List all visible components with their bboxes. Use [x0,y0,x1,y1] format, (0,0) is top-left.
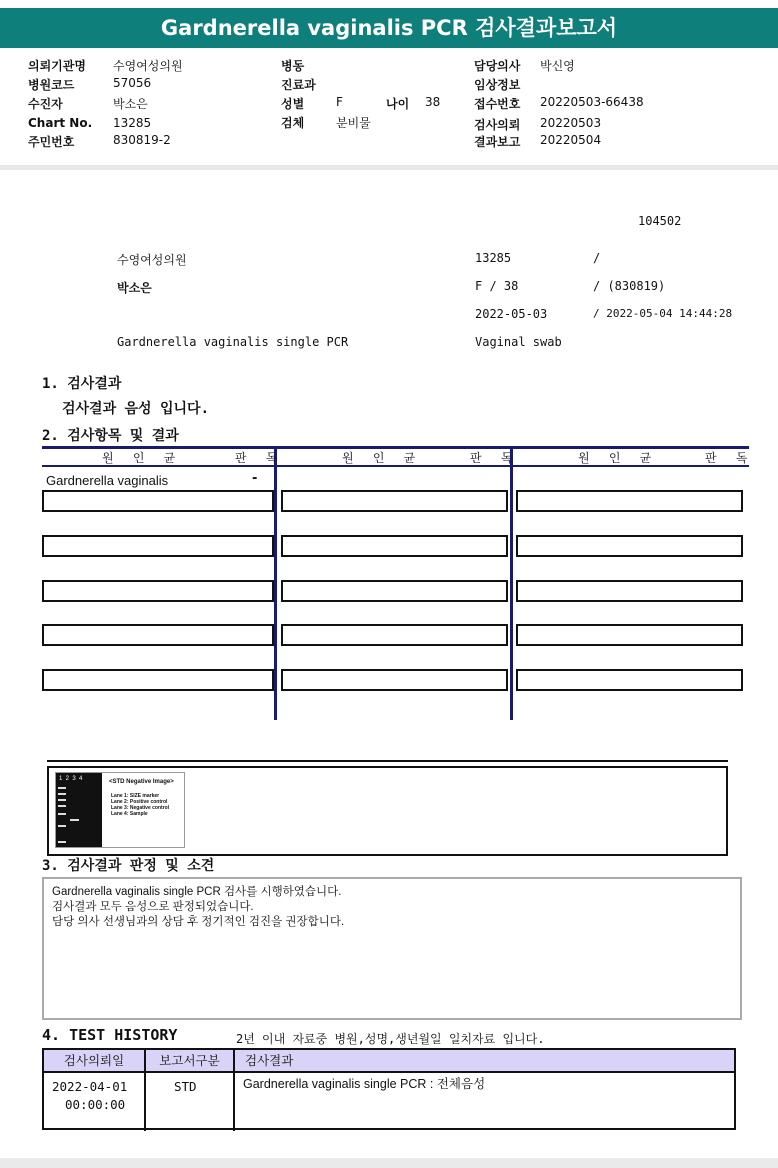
gel-caption-title: <STD Negative Image> [109,779,174,785]
history-row-time: 00:00:00 [65,1097,126,1112]
header-value-request-date: 20220503 [540,116,602,130]
info-received-date: 2022-05-03 [475,307,548,321]
section2-title: 2. 검사항목 및 결과 [42,428,179,444]
results-table-divider [510,446,513,720]
result-cell-empty [42,535,274,557]
result-cell-empty [516,490,743,512]
gel-lane-note: Lane 1: SIZE marker [111,793,160,799]
header-value-age: 38 [425,95,441,109]
history-header-date: 검사의뢰일 [44,1050,144,1071]
history-row-type: STD [174,1079,197,1094]
history-note: 2년 이내 자료중 병원,성명,생년월일 일치자료 입니다. [236,1032,545,1046]
result-cell-empty [516,580,743,602]
info-sex-age: F / 38 [475,279,519,293]
header-value-specimen: 분비물 [336,116,371,130]
col-header-reading: 판 독 [470,451,519,465]
result-cell-empty [42,624,274,646]
result-cell-empty [42,580,274,602]
history-row-date: 2022-04-01 [52,1079,128,1094]
info-clinic: 수영여성의원 [117,253,187,267]
header-label-ward: 병동 [281,59,305,73]
header-separator [0,165,778,170]
header-label-doctor: 담당의사 [474,59,521,73]
result-cell-empty [42,669,274,691]
gel-lane-note: Lane 4: Sample [111,811,148,817]
header-value-clinic: 수영여성의원 [113,59,183,73]
info-birth: / (830819) [593,279,666,293]
gel-band [58,813,66,815]
header-value-sex: F [336,95,343,109]
findings-line: Gardnerella vaginalis single PCR 검사를 시행하였습니다. [52,886,342,898]
result-cell-empty [281,535,508,557]
history-table [42,1048,736,1130]
gel-lanes [56,773,102,847]
section4-title: 4. TEST HISTORY [42,1026,178,1044]
header-label-sex: 성별 [281,97,305,111]
history-col-divider [233,1050,235,1131]
report-title: Gardnerella vaginalis PCR 검사결과보고서 [0,8,778,48]
header-label-patient: 수진자 [28,97,63,111]
info-test-name: Gardnerella vaginalis single PCR [117,335,349,349]
result-cell-empty [281,490,508,512]
findings-line: 담당 의사 선생님과의 상담 후 정기적인 검진을 권장합니다. [52,916,345,928]
info-reported-datetime: / 2022-05-04 14:44:28 [593,307,733,320]
header-value-doctor: 박신영 [540,59,575,73]
header-label-age: 나이 [386,97,410,111]
gel-band [58,793,66,795]
gel-lane-note: Lane 2: Positive control [111,799,168,805]
result-cell-empty [281,580,508,602]
col-header-reading: 판 독 [705,451,754,465]
section3-title: 3. 검사결과 판정 및 소견 [42,858,215,874]
header-value-patient: 박소은 [113,97,148,111]
history-header-type: 보고서구분 [146,1050,233,1071]
header-label-specimen: 검체 [281,116,305,130]
result-pathogen: Gardnerella vaginalis [46,473,169,488]
history-header-result: 검사결과 [235,1050,734,1071]
result-cell-empty [281,624,508,646]
gel-band [58,825,66,827]
gel-band [58,787,66,789]
header-value-hospital-code: 57056 [113,76,152,90]
result-cell-empty [516,535,743,557]
info-slash: / [593,251,601,265]
gel-image [55,772,185,848]
gel-band [58,799,66,801]
gel-band [58,841,66,843]
header-label-request-date: 검사의뢰 [474,118,521,132]
header-value-receipt-no: 20220503-66438 [540,95,644,109]
history-row-result: Gardnerella vaginalis single PCR : 전체음성 [243,1077,486,1091]
header-label-department: 진료과 [281,78,316,92]
result-cell-empty [516,669,743,691]
findings-line: 검사결과 모두 음성으로 판정되었습니다. [52,901,254,913]
header-label-resident-no: 주민번호 [28,135,75,149]
gel-band [58,805,66,807]
result-cell-empty [42,490,274,512]
header-label-clinical-info: 임상정보 [474,78,521,92]
header-value-chart-no: 13285 [113,116,152,130]
info-specimen: Vaginal swab [475,335,562,349]
col-header-pathogen: 원 인 균 [102,451,182,465]
header-label-receipt-no: 접수번호 [474,97,521,111]
header-label-hospital-code: 병원코드 [28,78,75,92]
info-chart-no: 13285 [475,251,512,265]
image-top-rule [47,760,728,762]
history-header-rule [44,1071,734,1073]
results-table-divider [274,446,277,720]
gel-band [70,819,79,821]
gel-lane-note: Lane 3: Negative control [111,805,170,811]
col-header-pathogen: 원 인 균 [578,451,658,465]
history-col-divider [144,1050,146,1131]
result-reading: - [252,471,258,486]
page-footer [0,1158,778,1168]
result-cell-empty [281,669,508,691]
section1-summary: 검사결과 음성 입니다. [62,401,210,417]
header-label-clinic: 의뢰기관명 [28,59,86,73]
col-header-reading: 판 독 [235,451,284,465]
gel-lane-numbers: 1 2 3 4 [59,776,83,782]
section1-title: 1. 검사결과 [42,376,122,392]
report-number: 104502 [638,214,682,228]
result-cell-empty [516,624,743,646]
findings-box [42,877,742,1020]
info-patient-name: 박소은 [117,281,152,295]
header-value-resident-no: 830819-2 [113,133,171,147]
header-label-report-date: 결과보고 [474,135,521,149]
header-label-chart-no: Chart No. [28,116,93,130]
header-value-report-date: 20220504 [540,133,602,147]
col-header-pathogen: 원 인 균 [342,451,422,465]
